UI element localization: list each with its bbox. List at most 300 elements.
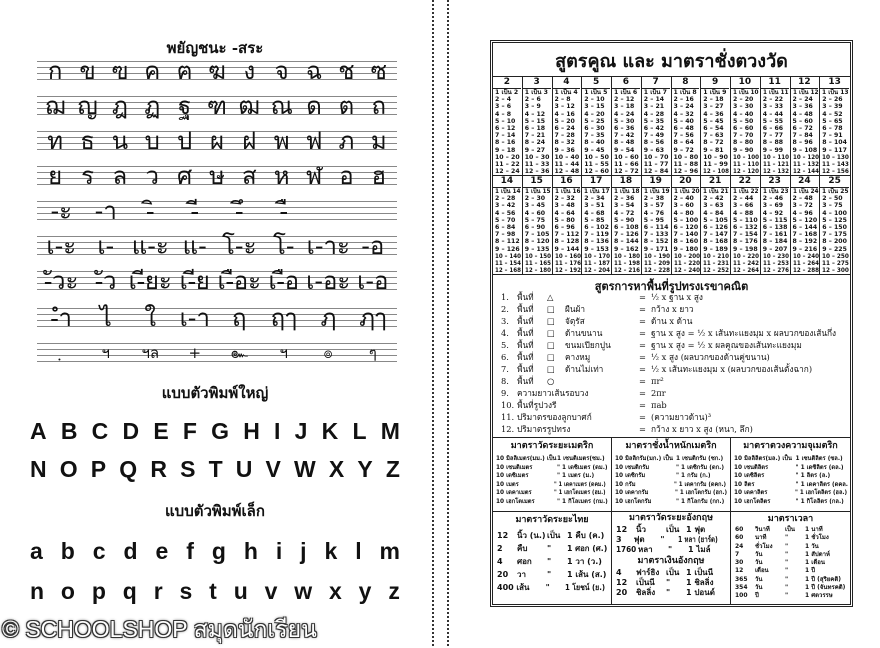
multiplication-row: 2 – 32 (554, 195, 575, 203)
formula-cell: ขนมเปียกปูน (565, 340, 611, 350)
multiplication-column (761, 176, 791, 274)
multiplication-row: 6 – 144 (792, 224, 818, 232)
multiplication-row: 2 – 38 (643, 195, 665, 203)
uppercase-letter: O (59, 456, 78, 482)
formula-cell: 5. (501, 340, 509, 350)
multiplication-row: 1 เป็น 12 (792, 89, 819, 96)
multiplication-row: 12 – 228 (643, 267, 670, 275)
uppercase-letter: K (321, 418, 339, 444)
column-header: 25 (820, 176, 849, 188)
unit-cell: วัน (755, 550, 763, 558)
thai-char: ฮ (371, 162, 387, 190)
row-chars (37, 338, 397, 368)
formula-cell: = (639, 352, 646, 362)
multiplication-row: 12 – 72 (614, 168, 639, 176)
formula-cell: 1. (501, 292, 509, 302)
thai-char: ล (112, 162, 128, 190)
column-header: 20 (672, 176, 700, 188)
thai-char: เ-อะ (306, 267, 351, 295)
multiplication-row: 6 – 12 (495, 125, 516, 133)
formula-cell: 10. (501, 400, 515, 410)
formula-cell: △ (547, 292, 554, 302)
multiplication-row: 10 – 170 (584, 252, 611, 260)
unit-cell: " (785, 550, 789, 558)
unit-cell: 1 นาที (805, 526, 823, 533)
multiplication-row: 7 – 84 (792, 132, 813, 140)
formula-cell: 6. (501, 352, 509, 362)
formula-cell: □ (547, 304, 555, 314)
lowercase-letter: y (358, 578, 372, 604)
unit-row (731, 464, 850, 473)
unit-title: มาตราวัดระยะไทย (515, 515, 589, 525)
multiplication-row: 11 – 99 (703, 161, 728, 169)
unit-row (731, 543, 850, 551)
unit-cell: ศอก (517, 557, 532, 566)
multiplication-row: 10 – 190 (643, 252, 670, 260)
thai-char (306, 196, 351, 226)
multiplication-row: 5 – 50 (733, 117, 754, 125)
multiplication-row: 7 – 154 (733, 231, 758, 239)
unit-row (731, 584, 850, 592)
lowercase-letter: q (122, 578, 137, 604)
time-units-column (731, 512, 850, 604)
thai-char: ญ (77, 92, 98, 120)
formula-cell: ความยาวเส้นรอบวง (517, 388, 589, 398)
multiplication-column (672, 77, 702, 175)
multiplication-row: 11 – 132 (792, 161, 819, 169)
unit-row (731, 551, 850, 559)
thai-char: ห (273, 162, 290, 190)
unit-row (612, 464, 730, 473)
lowercase-letter: e (155, 538, 169, 564)
formula-cell: กว้าง x ยาว (651, 304, 694, 314)
formula-cell: = (639, 292, 646, 302)
multiplication-row: 7 – 140 (673, 231, 699, 239)
thai-char (39, 338, 84, 368)
multiplication-row: 2 – 12 (614, 96, 635, 104)
multiplication-column (731, 176, 761, 274)
multiplication-row: 3 – 6 (495, 103, 512, 111)
unit-to: " 1 ลิตร (ล.) (795, 473, 831, 480)
multiplication-row: 2 – 44 (733, 195, 754, 203)
thai-char: โ- (272, 232, 295, 260)
formula-cell: พื้นที่ (517, 376, 534, 386)
formula-cell: 9. (501, 388, 509, 398)
unit-to: " 1 เดซิลิตร (ดล.) (795, 464, 844, 471)
multiplication-row: 9 – 117 (822, 146, 847, 154)
multiplication-row: 11 – 187 (584, 260, 611, 268)
multiplication-row: 12 – 36 (524, 168, 550, 176)
multiplication-row: 12 – 48 (554, 168, 580, 176)
multiplication-row: 5 – 110 (733, 216, 758, 224)
multiplication-column (523, 176, 553, 274)
unit-cell: 1 วา (ว.) (567, 557, 602, 566)
multiplication-row: 8 – 32 (554, 139, 575, 147)
formula-cell: ฐาน x สูง = ½ x ผลคูณของเส้นทะแยงมุม (651, 340, 802, 350)
thai-char: ฑ (207, 92, 227, 120)
thai-char: -ี (190, 197, 199, 225)
multiplication-row: 7 – 35 (584, 132, 605, 140)
formula-cell: ○ (547, 376, 555, 386)
multiplication-row: 8 – 48 (614, 139, 635, 147)
formula-cell: 2πr (651, 388, 666, 398)
thai-char: ย (48, 162, 63, 190)
multiplication-row: 4 – 24 (614, 110, 635, 118)
lowercase-letter: a (30, 538, 43, 564)
formula-row (501, 412, 846, 423)
multiplication-row: 8 – 192 (792, 238, 818, 246)
multiplication-row: 1 เป็น 5 (584, 89, 608, 96)
lowercase-letter: k (324, 538, 338, 564)
unit-to: " 1 เดซิเมตร (ดม.) (557, 464, 608, 471)
unit-from: 10 กรัม (615, 481, 636, 488)
formula-cell: ด้านขนาน (565, 328, 603, 338)
column-header: 7 (642, 77, 670, 89)
formula-cell: 12. (501, 424, 515, 434)
multiplication-row: 2 – 4 (495, 96, 512, 104)
formula-cell: = (639, 424, 646, 434)
multiplication-row: 5 – 80 (554, 216, 575, 224)
thai-char: ๆ (368, 344, 377, 362)
column-header: 4 (553, 77, 581, 89)
multiplication-row: 5 – 95 (643, 216, 665, 224)
unit-row (731, 498, 850, 507)
lowercase-letter: c (92, 538, 106, 564)
thai-char: -ำ (50, 304, 72, 332)
multiplication-row: 12 – 204 (584, 267, 611, 275)
multiplication-row: 10 – 200 (673, 252, 700, 260)
thai-char: ฟ (305, 127, 323, 155)
multiplication-row: 2 – 24 (792, 96, 813, 104)
thai-char: ต (338, 92, 355, 120)
multiplication-row: 2 – 16 (673, 96, 694, 104)
multiplication-row: 5 – 55 (762, 117, 784, 125)
formula-row (501, 424, 846, 435)
unit-cell: 60 (735, 526, 744, 533)
unit-cell: 12 (735, 567, 744, 575)
multiplication-row: 6 – 78 (822, 125, 843, 133)
multiplication-row: 11 – 275 (822, 260, 850, 268)
multiplication-row: 4 – 76 (643, 209, 665, 217)
multiplication-row: 12 – 132 (762, 168, 789, 176)
multiplication-row: 4 – 16 (554, 110, 575, 118)
card-title: สูตรคูณ และ มาตราชั่งตวงวัด (555, 51, 788, 72)
multiplication-row: 4 – 84 (703, 209, 724, 217)
formula-cell: □ (547, 352, 555, 362)
thai-char: ฯ (279, 344, 288, 362)
multiplication-row: 4 – 32 (673, 110, 694, 118)
unit-cell: 1 ไมล์ (688, 545, 711, 554)
formula-cell: πr² (651, 376, 664, 386)
multiplication-row: 6 – 84 (495, 224, 516, 232)
multiplication-row: 2 – 22 (762, 96, 784, 104)
row-chars (37, 161, 397, 191)
multiplication-row: 5 – 25 (584, 117, 605, 125)
uppercase-letter: D (122, 418, 140, 444)
multiplication-row: 3 – 21 (643, 103, 665, 111)
multiplication-row: 7 – 42 (614, 132, 635, 140)
formula-row (501, 364, 846, 375)
multiplication-row: 2 – 42 (703, 195, 724, 203)
uppercase-title: แบบตัวพิมพ์ใหญ่ (161, 384, 269, 402)
multiplication-row: 8 – 184 (762, 238, 788, 246)
thai-char: ภ (338, 127, 355, 155)
watermark: © SCHOOLSHOP สมุดนักเรียน (2, 616, 317, 642)
unit-cell: 1 ปี (สุริยคติ) (805, 575, 841, 583)
unit-cell: เดือน (755, 567, 769, 575)
multiplication-row: 11 – 154 (495, 260, 521, 268)
multiplication-row: 3 – 36 (792, 103, 813, 111)
multiplication-row: 3 – 72 (792, 202, 813, 210)
unit-cell: เป็น (666, 525, 680, 534)
thai-char: -า (94, 197, 117, 225)
unit-cell: " (547, 570, 552, 579)
multiplication-column (791, 176, 821, 274)
multiplication-row: 4 – 40 (733, 110, 754, 118)
multiplication-row: 12 – 168 (495, 267, 521, 275)
multiplication-row: 1 เป็น 22 (733, 188, 759, 195)
thai-char: ฃ (111, 57, 129, 85)
formula-row (501, 400, 846, 411)
unit-row (731, 455, 850, 464)
multiplication-row: 12 – 252 (703, 267, 730, 275)
thai-char: ฯ (101, 344, 110, 362)
multiplication-row: 5 – 120 (792, 216, 818, 224)
thai-alphabet-title: พยัญชนะ -สระ (166, 39, 264, 57)
thai-char: เ- (97, 232, 115, 260)
lowercase-letter: m (379, 538, 400, 564)
multiplication-row: 1 เป็น 9 (703, 89, 727, 96)
lowercase-row (30, 578, 400, 605)
unit-cell: เส้น (516, 583, 530, 592)
unit-cell: 400 (497, 583, 514, 592)
multiplication-row: 7 – 56 (673, 132, 694, 140)
multiplication-row: 12 – 216 (614, 267, 640, 275)
multiplication-column (672, 176, 702, 274)
multiplication-row: 12 – 84 (643, 168, 669, 176)
multiplication-row: 11 – 264 (792, 260, 819, 268)
thai-char: ฦ (320, 304, 337, 332)
multiplication-row: 1 เป็น 2 (495, 89, 519, 96)
multiplication-row: 5 – 10 (495, 117, 516, 125)
column-header: 8 (672, 77, 700, 89)
multiplication-row: 8 – 120 (524, 238, 550, 246)
multiplication-column (761, 77, 791, 175)
multiplication-row: 11 – 88 (673, 161, 699, 169)
lowercase-letter: v (264, 578, 278, 604)
multiplication-row: 3 – 27 (703, 103, 724, 111)
thai-char: ฆ (208, 57, 226, 85)
uppercase-letter: M (380, 418, 400, 444)
multiplication-row: 2 – 28 (495, 195, 516, 203)
multiplication-row: 7 – 119 (584, 231, 609, 239)
thai-char: ก (47, 57, 63, 85)
multiplication-row: 6 – 48 (673, 125, 694, 133)
multiplication-row: 4 – 80 (673, 209, 694, 217)
unit-row (493, 472, 611, 481)
multiplication-row: 9 – 81 (703, 146, 724, 154)
multiplication-row: 5 – 60 (792, 117, 813, 125)
thai-char: เ-ียะ (128, 267, 172, 295)
multiplication-row: 4 – 64 (554, 209, 575, 217)
lowercase-letter: s (179, 578, 193, 604)
lowercase-letter: x (329, 578, 342, 604)
multiplication-row: 11 – 253 (762, 260, 789, 268)
thai-char: -ึ (235, 197, 244, 225)
unit-cell: เป็น (785, 526, 795, 533)
thai-char: -ัวะ (44, 267, 79, 295)
multiplication-row: 2 – 50 (822, 195, 843, 203)
multiplication-row: 6 – 36 (614, 125, 635, 133)
metric-column (493, 438, 612, 511)
thai-char: บ (144, 127, 160, 155)
formula-row (501, 352, 846, 363)
thai-char: เ-ีย (179, 267, 210, 295)
unit-row (731, 481, 850, 490)
thai-char: เ-าะ (306, 232, 350, 260)
multiplication-row: 6 – 90 (524, 224, 546, 232)
lowercase-letter: j (300, 538, 307, 564)
multiplication-row: 1 เป็น 14 (495, 188, 521, 195)
uppercase-letter: Y (357, 456, 373, 482)
unit-cell: 3 (616, 535, 622, 544)
multiplication-row: 9 – 180 (673, 245, 699, 253)
multiplication-row: 5 – 70 (495, 216, 516, 224)
multiplication-row: 9 – 108 (792, 146, 818, 154)
multiplication-row: 9 – 171 (643, 245, 669, 253)
unit-row (612, 545, 730, 555)
multiplication-row: 8 – 104 (822, 139, 847, 147)
multiplication-row: 10 – 130 (822, 153, 850, 161)
unit-from: 10 เดซิกรัม (615, 473, 646, 480)
unit-cell: วัน (755, 584, 763, 592)
multiplication-column (820, 176, 850, 274)
multiplication-row: 5 – 45 (703, 117, 724, 125)
unit-from: 10 มิลลิเมตร(มม.) เป็น (496, 456, 557, 462)
uppercase-letter: P (90, 456, 107, 482)
multiplication-row: 3 – 75 (822, 202, 843, 210)
multiplication-row: 3 – 48 (554, 202, 575, 210)
multiplication-row: 3 – 9 (524, 103, 541, 111)
uppercase-letter: T (208, 456, 223, 482)
lowercase-letter: p (91, 578, 106, 604)
unit-row (612, 578, 730, 588)
unit-cell: 1 คืบ (ค.) (567, 531, 605, 540)
formula-row (501, 328, 846, 339)
multiplication-row: 8 – 128 (554, 238, 580, 246)
formula-cell: 3. (501, 316, 509, 326)
multiplication-row: 7 – 147 (703, 231, 728, 239)
multiplication-row: 11 – 55 (584, 161, 609, 169)
multiplication-column (701, 176, 731, 274)
multiplication-row: 2 – 26 (822, 96, 843, 104)
formula-cell: 8. (501, 376, 509, 386)
multiplication-row: 2 – 14 (643, 96, 665, 104)
multiplication-row: 5 – 75 (524, 216, 546, 224)
thai-char: ฤๅ (270, 304, 297, 332)
multiplication-row: 9 – 90 (733, 146, 754, 154)
formula-cell: 7. (501, 364, 509, 374)
thai-char: เ-อ (357, 267, 389, 295)
unit-row (731, 534, 850, 542)
multiplication-row: 11 – 176 (554, 260, 581, 268)
column-header: 3 (523, 77, 551, 89)
multiplication-row: 9 – 18 (495, 146, 516, 154)
column-header: 2 (493, 77, 521, 89)
multiplication-row: 7 – 77 (762, 132, 784, 140)
multiplication-row: 3 – 63 (703, 202, 724, 210)
multiplication-row: 4 – 8 (495, 110, 512, 118)
multiplication-row: 7 – 126 (614, 231, 639, 239)
formula-cell: □ (547, 364, 555, 374)
thai-char: ฒ (238, 92, 261, 120)
unit-title: มาตราวัดระยะอังกฤษ (628, 513, 714, 523)
multiplication-row: 4 – 12 (524, 110, 546, 118)
multiplication-row: 10 – 80 (673, 153, 699, 161)
column-header: 11 (761, 77, 789, 89)
formula-row (501, 316, 846, 327)
formula-cell: = (639, 304, 646, 314)
thai-char: ผ (209, 127, 224, 155)
unit-row (731, 559, 850, 567)
multiplication-row: 8 – 40 (584, 139, 605, 147)
formula-cell: 4. (501, 328, 509, 338)
column-header: 23 (761, 176, 789, 188)
multiplication-row: 10 – 20 (495, 153, 520, 161)
column-header: 19 (642, 176, 670, 188)
reference-card (490, 40, 853, 607)
formula-cell: กว้าง x ยาว x สูง (หนา, ลึก) (651, 424, 753, 434)
unit-row (731, 526, 850, 534)
thai-char: ฏ (144, 92, 161, 120)
formula-cell: = (639, 340, 646, 350)
unit-cell: วัน (755, 575, 763, 583)
unit-cell: 24 (735, 542, 744, 550)
unit-to: " 1 เฮกโตกรัม (ฮก.) (674, 490, 727, 497)
multiplication-row: 11 – 121 (762, 161, 789, 169)
uppercase-letter: R (150, 456, 167, 482)
unit-row (493, 498, 611, 507)
multiplication-row: 9 – 54 (614, 146, 635, 154)
lowercase-letter: w (294, 578, 313, 604)
multiplication-row: 8 – 176 (733, 238, 758, 246)
multiplication-column (791, 77, 821, 175)
multiplication-row: 12 – 240 (673, 267, 700, 275)
uppercase-letter: Q (119, 456, 138, 482)
multiplication-row: 1 เป็น 17 (584, 188, 610, 195)
multiplication-table-14-25 (493, 175, 850, 273)
multiplication-row: 3 – 12 (554, 103, 575, 111)
unit-to: " 1 กิโลลิตร (กล.) (795, 498, 844, 505)
multiplication-row: 7 – 28 (554, 132, 575, 140)
formula-cell: □ (547, 316, 555, 326)
multiplication-row: 1 เป็น 21 (703, 188, 729, 195)
unit-row (493, 464, 611, 473)
column-header: 10 (731, 77, 759, 89)
metric-column (612, 438, 731, 511)
multiplication-row: 6 – 108 (614, 224, 639, 232)
formula-title: สูตรการหาพื้นที่รูปทรงเรขาคณิต (594, 280, 749, 293)
multiplication-row: 4 – 20 (584, 110, 605, 118)
multiplication-row: 2 – 20 (733, 96, 754, 104)
thai-char: ร (81, 162, 94, 190)
multiplication-row: 8 – 200 (822, 238, 847, 246)
unit-to: " 1 เดคาเมตร (ดคม.) (553, 481, 606, 488)
formula-cell: = (639, 364, 646, 374)
multiplication-row: 9 – 135 (524, 245, 550, 253)
multiplication-row: 4 – 52 (822, 110, 843, 118)
multiplication-row: 10 – 30 (524, 153, 550, 161)
